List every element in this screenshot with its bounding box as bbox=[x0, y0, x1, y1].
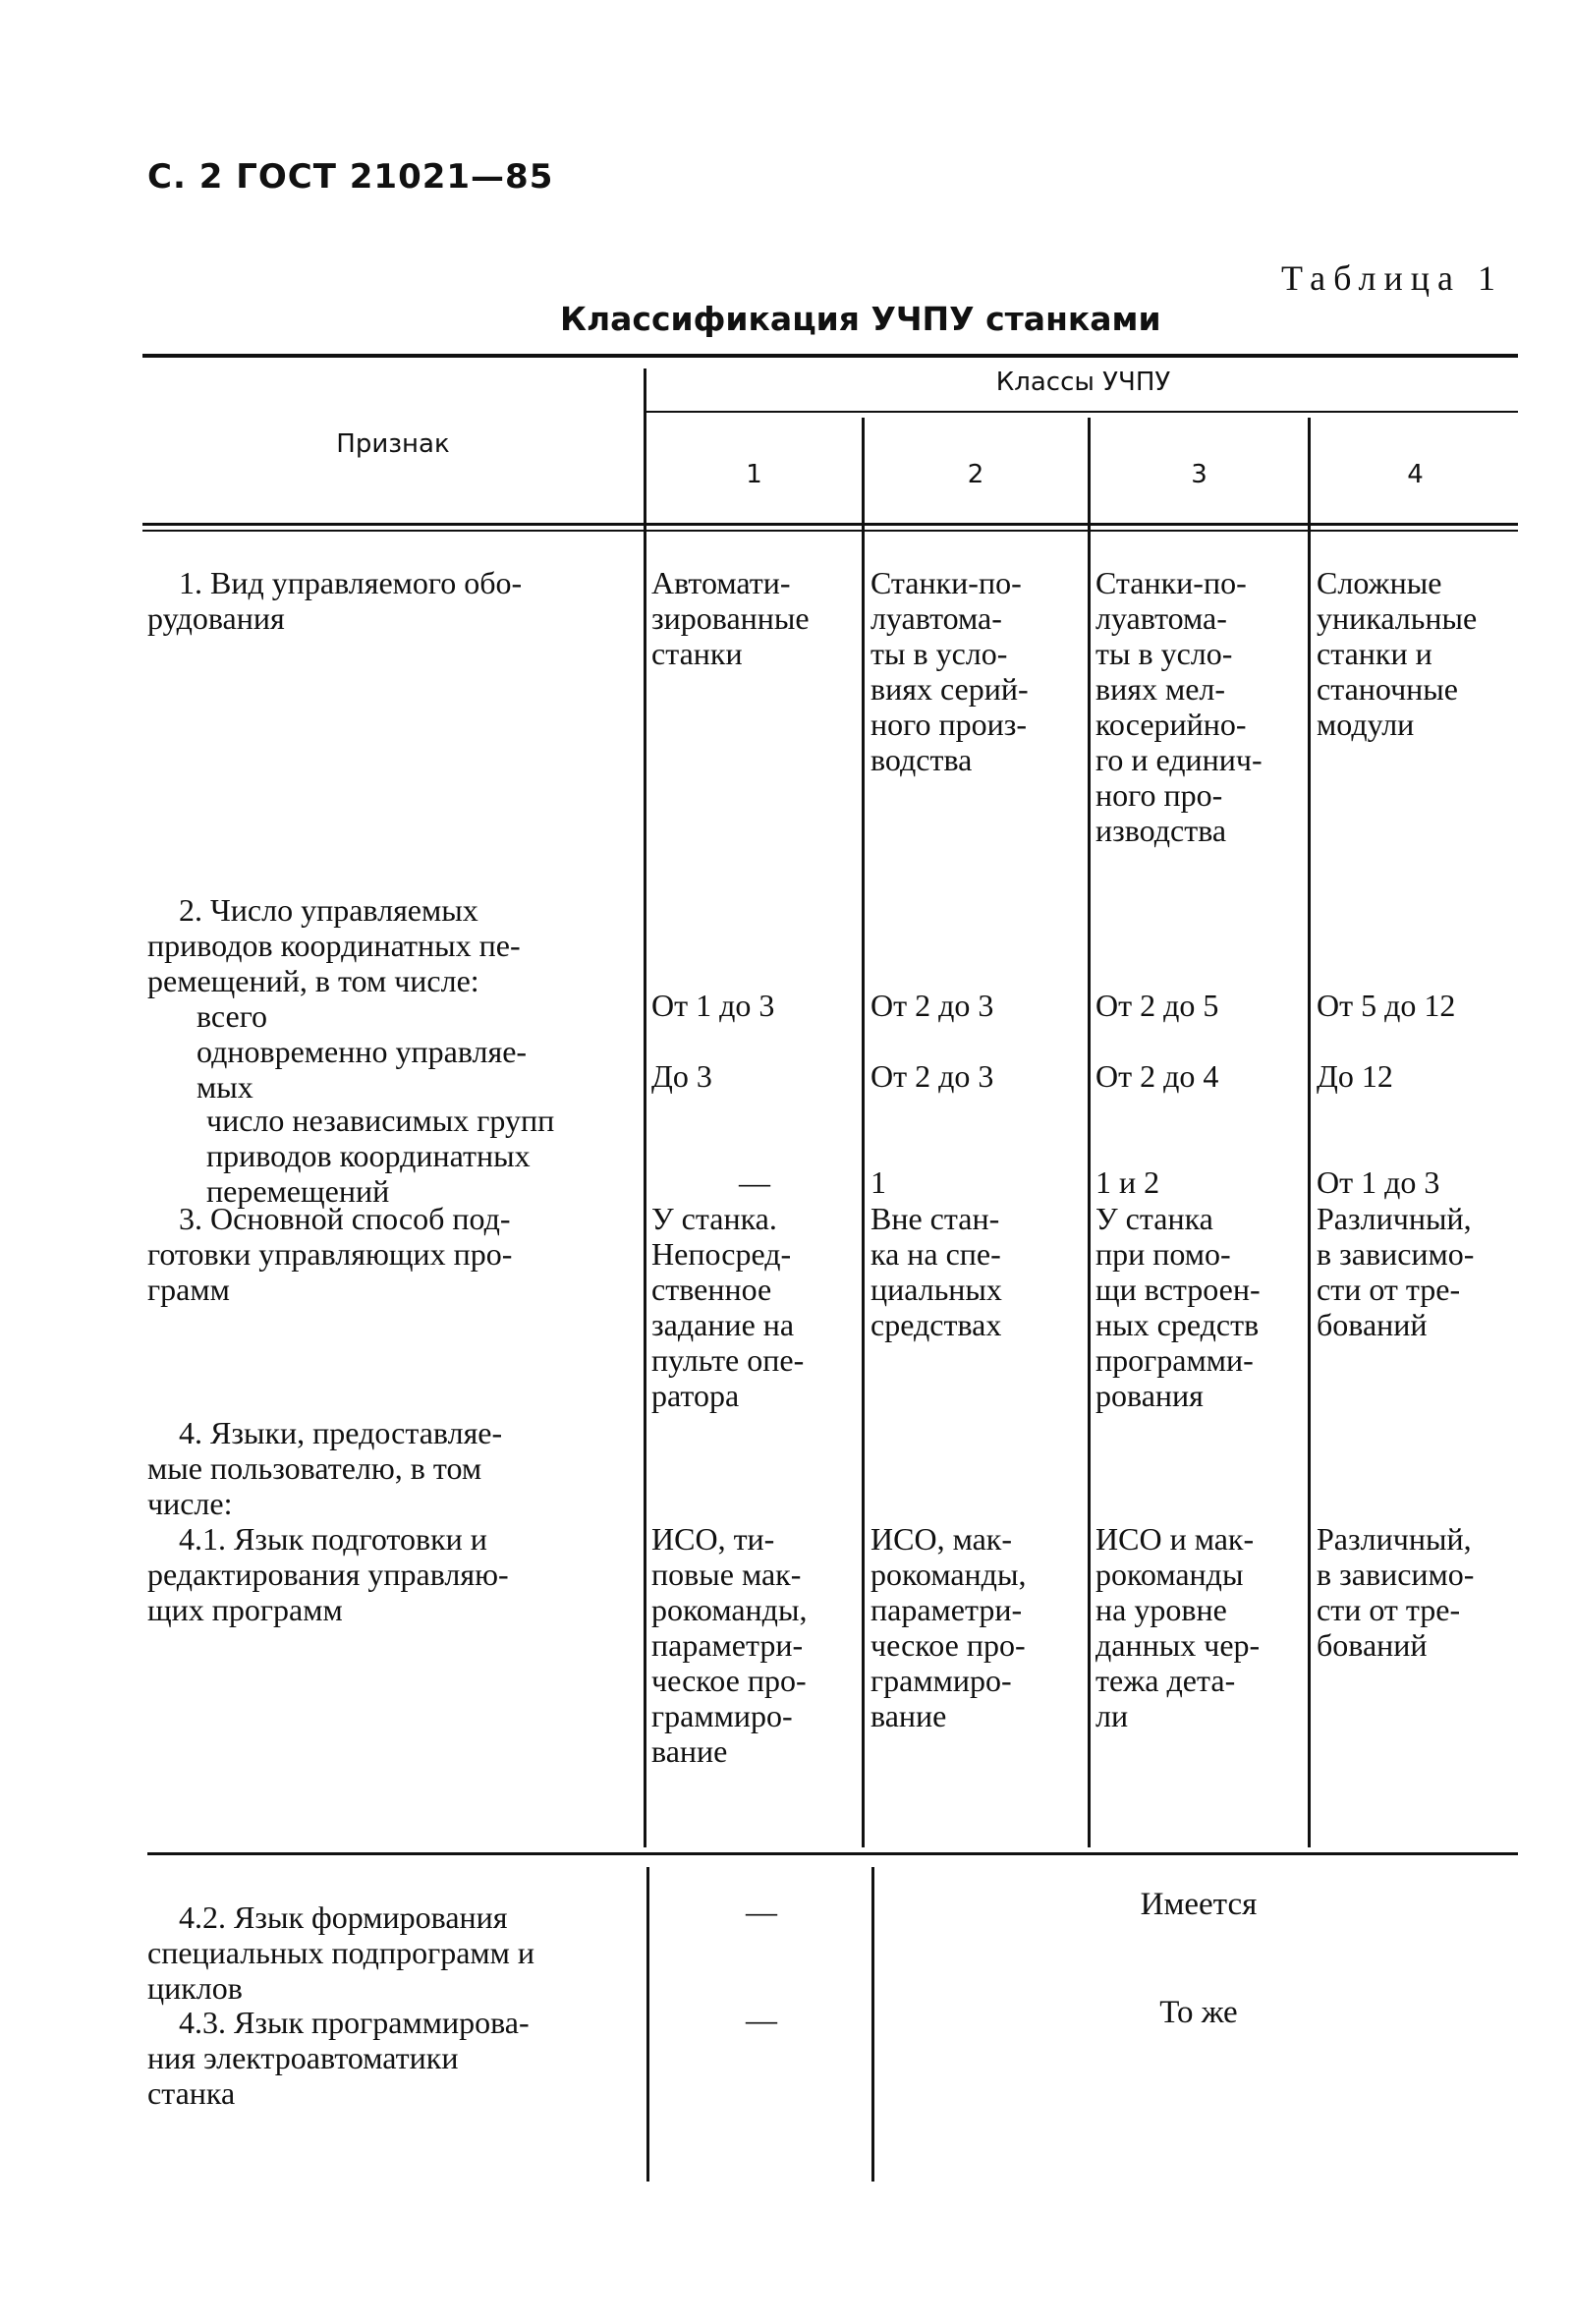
row-2b-criterion: одновременно управляе- мых bbox=[196, 1034, 528, 1105]
row-4-1-criterion: 4.1. Язык подготовки и редактирования управляю- щих программ bbox=[147, 1521, 509, 1627]
row-4-1-class-4: Различный, в зависимо- сти от тре- бований bbox=[1317, 1521, 1475, 1663]
row-4-1-class-2: ИСО, мак- рокоманды, параметри- ческое про- граммиро- вание bbox=[870, 1521, 1027, 1733]
class-divider-2-3 bbox=[1088, 418, 1091, 1847]
row-2b-class-1: До 3 bbox=[651, 1058, 712, 1094]
row-4-3-criterion: 4.3. Язык программирова- ния электроавтоматики станка bbox=[147, 2005, 530, 2111]
row-3-class-2: Вне стан- ка на спе- циальных средствах bbox=[870, 1201, 1002, 1342]
row-2c-class-2: 1 bbox=[870, 1164, 886, 1200]
row-4-criterion: 4. Языки, предоставляе- мые пользователю, в том числе: bbox=[147, 1415, 503, 1521]
row-2a-class-2: От 2 до 3 bbox=[870, 988, 994, 1023]
row-2a-criterion: всего bbox=[196, 998, 268, 1034]
row-4-1-class-1: ИСО, ти- повые мак- рокоманды, параметри- ческое про- граммиро- вание bbox=[651, 1521, 808, 1769]
row-3-class-1: У станка. Непосред- ственное задание на пульте опе- ратора bbox=[651, 1201, 805, 1413]
classes-header: Классы УЧПУ bbox=[995, 368, 1171, 397]
class-number-3: 3 bbox=[1191, 460, 1207, 489]
row-4-2-criterion: 4.2. Язык формирования специальных подпрограмм и циклов bbox=[147, 1899, 535, 2006]
row-2c-class-4: От 1 до 3 bbox=[1317, 1164, 1440, 1200]
row-4-1-class-3: ИСО и мак- рокоманды на уровне данных чер- тежа дета- ли bbox=[1095, 1521, 1261, 1733]
row-4-3-class-1: — bbox=[746, 2002, 777, 2037]
row-1-class-3: Станки-по- луавтома- ты в усло- виях мел- косерийно- го и единич- ного про- изводства bbox=[1095, 565, 1263, 848]
row-1-class-1: Автомати- зированные станки bbox=[651, 565, 810, 671]
class-divider-1-2 bbox=[862, 418, 865, 1847]
row-3-criterion: 3. Основной способ под- готовки управляющих про- грамм bbox=[147, 1201, 513, 1307]
table-caption: Классификация УЧПУ станками bbox=[560, 300, 1161, 338]
row-2-criterion: 2. Число управляемых приводов координатных пе- ремещений, в том числе: bbox=[147, 892, 521, 998]
class-number-4: 4 bbox=[1407, 460, 1424, 489]
row-2a-class-4: От 5 до 12 bbox=[1317, 988, 1456, 1023]
row-1-class-2: Станки-по- луавтома- ты в усло- виях серий- ного произ- водства bbox=[870, 565, 1029, 777]
row-2c-class-1: — bbox=[739, 1164, 770, 1200]
page-header: С. 2 ГОСТ 21021—85 bbox=[147, 157, 554, 197]
table-label: Таблица 1 bbox=[1281, 258, 1503, 298]
row-2b-class-4: До 12 bbox=[1317, 1058, 1393, 1094]
continued-column-divider bbox=[646, 1867, 649, 2182]
header-bottom-rule-2 bbox=[142, 530, 1518, 532]
row-2a-class-1: От 1 до 3 bbox=[651, 988, 775, 1023]
row-2c-class-3: 1 и 2 bbox=[1095, 1164, 1160, 1200]
table-top-rule bbox=[142, 354, 1518, 358]
criterion-column-divider bbox=[644, 368, 646, 1847]
row-3-class-4: Различный, в зависимо- сти от тре- бований bbox=[1317, 1201, 1475, 1342]
class-number-1: 1 bbox=[746, 460, 762, 489]
header-bottom-rule-1 bbox=[142, 523, 1518, 526]
row-1-class-4: Сложные уникальные станки и станочные модули bbox=[1317, 565, 1478, 742]
criterion-header: Признак bbox=[336, 429, 450, 459]
page-break-rule bbox=[147, 1852, 1518, 1855]
row-4-2-classes-2-4: Имеется bbox=[1140, 1887, 1258, 1922]
row-3-class-3: У станка при помо- щи встроен- ных средств программи- рования bbox=[1095, 1201, 1261, 1413]
row-1-criterion: 1. Вид управляемого обо- рудования bbox=[147, 565, 523, 636]
classes-header-rule bbox=[644, 411, 1518, 413]
class-divider-3-4 bbox=[1308, 418, 1311, 1847]
continued-class-divider bbox=[871, 1867, 874, 2182]
row-2c-criterion: число независимых групп приводов координатных перемещений bbox=[206, 1103, 555, 1209]
row-4-3-classes-2-4: То же bbox=[1159, 1995, 1238, 2030]
row-2b-class-3: От 2 до 4 bbox=[1095, 1058, 1219, 1094]
row-2a-class-3: От 2 до 5 bbox=[1095, 988, 1219, 1023]
row-2b-class-2: От 2 до 3 bbox=[870, 1058, 994, 1094]
row-4-2-class-1: — bbox=[746, 1894, 777, 1929]
class-number-2: 2 bbox=[967, 460, 984, 489]
